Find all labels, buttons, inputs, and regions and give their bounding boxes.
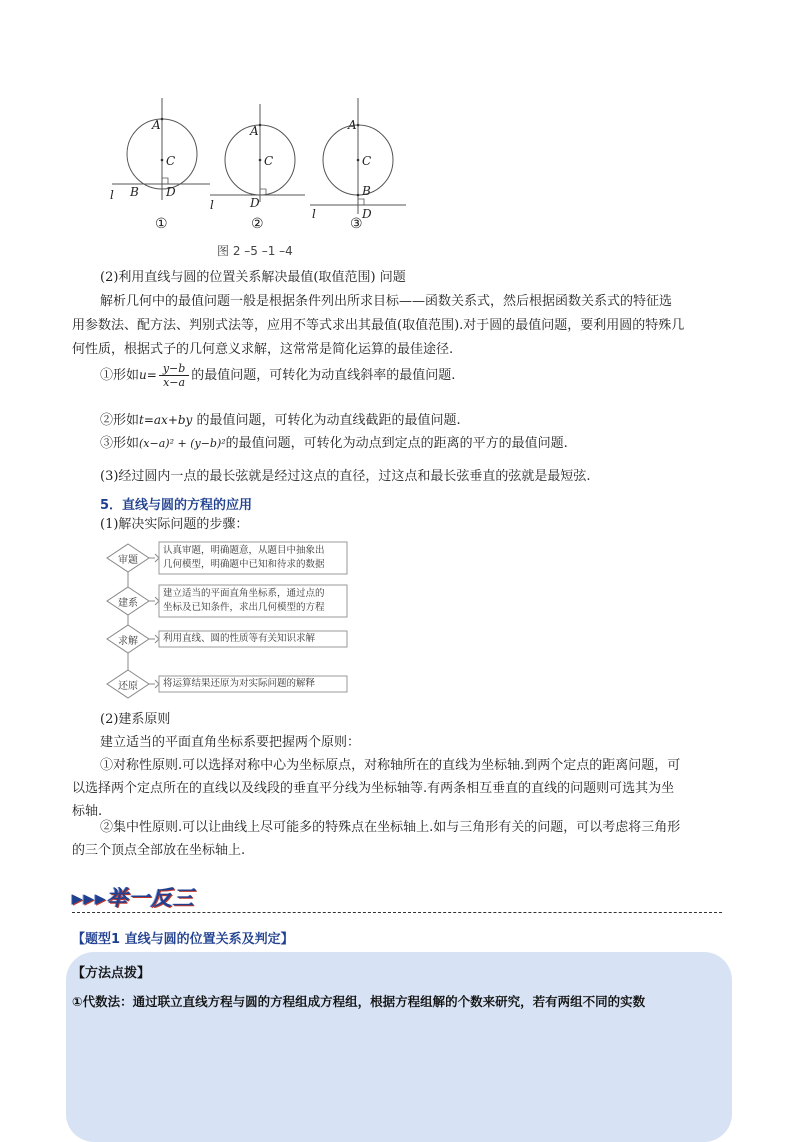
point-label: A	[152, 118, 161, 132]
paragraph-line: 标轴.	[72, 804, 103, 819]
step-label-restore: 还原	[118, 681, 138, 692]
line-label: l	[210, 198, 214, 212]
step-text-line: 几何模型，明确题中已知和待求的数据	[163, 559, 325, 570]
line-label: l	[312, 207, 316, 221]
paragraph-line: 解析几何中的最值问题一般是根据条件列出所求目标——函数关系式，然后根据函数关系式的特征选	[100, 294, 673, 309]
question-type-title: 【题型1 直线与圆的位置关系及判定】	[72, 932, 294, 947]
step-label-review: 审题	[118, 555, 138, 566]
item-suffix: 的最值问题，可转化为动点到定点的距离的平方的最值问题.	[225, 436, 568, 451]
point-label: B	[362, 184, 371, 198]
subsection-title: (2)建系原则	[100, 712, 171, 727]
banner-title: 举一反三	[106, 886, 195, 910]
step-text-line: 将运算结果还原为对实际问题的解释	[163, 678, 316, 689]
subsection-title: (1)解决实际问题的步骤：	[100, 517, 249, 532]
point-label: B	[130, 185, 139, 199]
diagram-1	[112, 98, 210, 200]
point-label: A	[348, 118, 357, 132]
math-expression: t=ax+by	[139, 413, 193, 427]
math-expression: (x−a)² + (y−b)²	[139, 437, 226, 450]
diagram-number: ①	[155, 216, 168, 232]
banner-arrows: ▸▸▸	[72, 886, 107, 910]
point-label: C	[264, 154, 274, 168]
point-label: C	[362, 154, 372, 168]
paragraph-line: ①对称性原则.可以选择对称中心为坐标原点，对称轴所在的直线为坐标轴.到两个定点的距离问题，可	[100, 758, 681, 773]
diagram-2	[210, 104, 305, 202]
point-label: D	[250, 196, 260, 210]
math-expression: u=	[139, 368, 157, 382]
section-title: (2)利用直线与圆的位置关系解决最值(取值范围) 问题	[100, 270, 406, 285]
item-prefix: ①形如	[100, 368, 140, 383]
fraction-numerator: y−b	[159, 362, 189, 376]
step-label-solve: 求解	[118, 636, 138, 647]
paragraph-line: 的三个顶点全部放在坐标轴上.	[72, 843, 246, 858]
section-heading: 5．直线与圆的方程的应用	[100, 498, 253, 513]
item-prefix: ③形如	[100, 436, 140, 451]
divider	[72, 912, 722, 913]
step-text-line: 认真审题，明确题意，从题目中抽象出	[163, 545, 325, 556]
point-label: D	[362, 207, 372, 221]
point-label: A	[250, 124, 259, 138]
method-title: 【方法点拨】	[72, 966, 151, 981]
method-box	[66, 952, 732, 1142]
paragraph-line: 何性质，根据式子的几何意义求解，这常常是简化运算的最佳途径.	[72, 342, 454, 357]
step-text-line: 坐标及已知条件，求出几何模型的方程	[163, 602, 325, 613]
step-description	[163, 677, 315, 691]
step-description	[163, 632, 315, 646]
circle-line-figure	[100, 92, 420, 232]
paragraph-line: ②集中性原则.可以让曲线上尽可能多的特殊点在坐标轴上.如与三角形有关的问题，可以考虑将三角形	[100, 820, 681, 835]
step-text-line: 利用直线、圆的性质等有关知识求解	[163, 633, 316, 644]
section-3-text: (3)经过圆内一点的最长弦就是经过这点的直径，过这点和最长弦垂直的弦就是最短弦.	[100, 469, 591, 484]
item-1	[100, 362, 455, 389]
paragraph-line: 建立适当的平面直角坐标系要把握两个原则：	[100, 735, 361, 750]
line-label: l	[110, 188, 114, 202]
step-text-line: 建立适当的平面直角坐标系，通过点的	[163, 588, 325, 599]
diagram-number: ③	[350, 216, 363, 232]
fraction	[159, 362, 189, 389]
item-prefix: ②形如	[100, 413, 140, 428]
step-description	[163, 544, 325, 572]
fraction-denominator: x−a	[163, 376, 186, 389]
diagram-3	[310, 98, 406, 214]
point-label: C	[166, 154, 176, 168]
item-suffix: 的最值问题，可转化为动直线截距的最值问题.	[192, 413, 461, 428]
figure-caption: 图 2 –5 –1 –4	[217, 244, 293, 258]
paragraph-line: 以选择两个定点所在的直线以及线段的垂直平分线为坐标轴等.有两条相互垂直的直线的问题则可选其为坐	[72, 781, 675, 796]
item-2	[100, 410, 461, 431]
item-3	[100, 434, 568, 454]
step-description	[163, 587, 325, 615]
paragraph-line: 用参数法、配方法、判别式法等，应用不等式求出其最值(取值范围).对于圆的最值问题，要利用圆的特殊几	[72, 318, 685, 333]
method-text: ①代数法：通过联立直线方程与圆的方程组成方程组，根据方程组解的个数来研究，若有两组不同的实数	[72, 994, 646, 1009]
step-label-build: 建系	[118, 598, 138, 609]
section-banner	[72, 882, 195, 912]
point-label: D	[166, 185, 176, 199]
item-suffix: 的最值问题，可转化为动直线斜率的最值问题.	[191, 368, 456, 383]
diagram-number: ②	[251, 216, 264, 232]
